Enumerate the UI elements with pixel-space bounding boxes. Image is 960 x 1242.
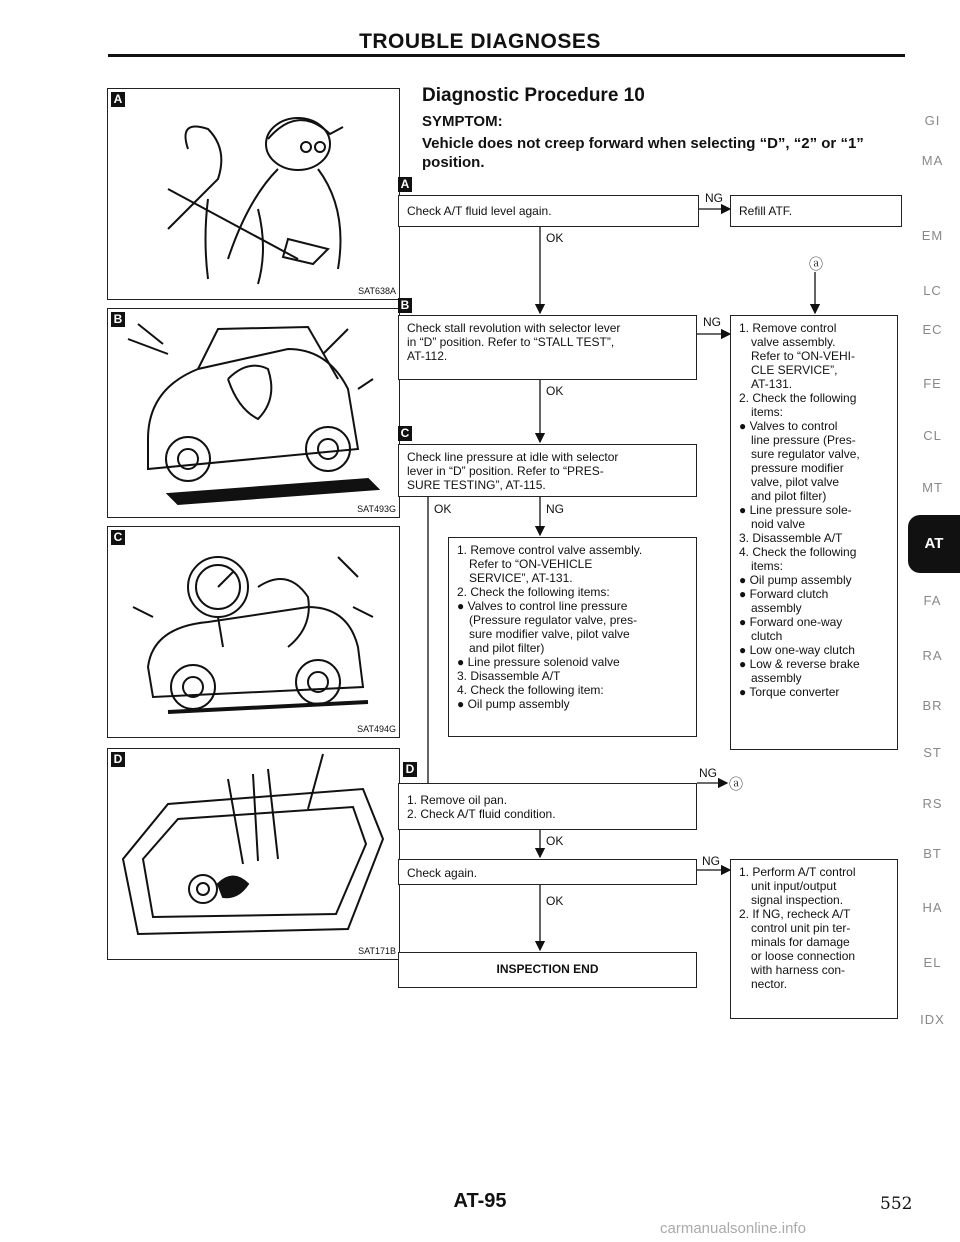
final-ng-line: 2. If NG, recheck A/T (739, 907, 851, 921)
stall-ng-line: 4. Check the following (739, 545, 857, 559)
check-again-box (398, 859, 697, 885)
check-again-text: Check again. (407, 866, 478, 880)
line-ng-line: SERVICE”, AT-131. (469, 571, 573, 585)
step-b-line: Check stall revolution with selector lever (407, 321, 621, 335)
stall-ng-line: clutch (751, 629, 783, 643)
connector-a-symbol: ⓐ (729, 776, 743, 792)
final-ng-line: 1. Perform A/T control (739, 865, 856, 879)
stall-ng-line: valve assembly. (751, 335, 836, 349)
ok-label: OK (434, 502, 452, 516)
side-tab-rs[interactable]: RS (922, 796, 943, 811)
panel-letter: D (111, 752, 125, 767)
ng-label: NG (705, 191, 723, 205)
symptom-label: SYMPTOM: (422, 113, 503, 130)
side-tab-lc[interactable]: LC (923, 283, 942, 298)
final-ng-line: with harness con- (751, 963, 846, 977)
line-ng-line: 4. Check the following item: (457, 683, 604, 697)
final-ng-line: nector. (751, 977, 788, 991)
panel-letter: B (111, 312, 125, 327)
final-ng-line: signal inspection. (751, 893, 844, 907)
step-b-box (398, 315, 697, 380)
page-title: TROUBLE DIAGNOSES (359, 30, 601, 53)
step-c-line: Check line pressure at idle with selector (407, 450, 619, 464)
stall-ng-line: ● Forward one-way (739, 615, 843, 629)
line-ng-line: ● Oil pump assembly (457, 697, 570, 711)
line-pressure-ng-box (448, 537, 697, 737)
line-ng-line: 1. Remove control valve assembly. (457, 543, 643, 557)
side-tab-cl[interactable]: CL (923, 428, 942, 443)
line-ng-line: (Pressure regulator valve, pres- (469, 613, 638, 627)
step-b-line: AT-112. (407, 349, 448, 363)
step-b-line: in “D” position. Refer to “STALL TEST”, (407, 335, 615, 349)
inspection-end-box (398, 952, 697, 988)
stall-ng-line: ● Low & reverse brake (739, 657, 860, 671)
ok-label: OK (546, 894, 564, 908)
panel-code: SAT638A (358, 286, 396, 296)
watermark-site: carmanualsonline.info (660, 1220, 806, 1237)
ng-label: NG (699, 766, 717, 780)
refill-atf-box (730, 195, 902, 227)
stall-ng-line: Refer to “ON-VEHI- (751, 349, 856, 363)
step-c-line: lever in “D” position. Refer to “PRES- (407, 464, 604, 478)
side-tab-ha[interactable]: HA (922, 900, 943, 915)
ok-label: OK (546, 231, 564, 245)
side-tab-at[interactable]: AT (908, 515, 960, 573)
side-tab-gi[interactable]: GI (924, 113, 941, 128)
panel-code: SAT493G (357, 504, 396, 514)
stall-ng-line: 2. Check the following (739, 391, 857, 405)
step-tag-c: C (398, 426, 412, 441)
ok-label: OK (546, 834, 564, 848)
line-ng-line: 3. Disassemble A/T (457, 669, 561, 683)
stall-ng-line: ● Valves to control (739, 419, 838, 433)
step-tag-a: A (398, 177, 412, 192)
ok-label: OK (546, 384, 564, 398)
control-unit-inspection-box (730, 859, 898, 1019)
side-tab-fe[interactable]: FE (923, 376, 942, 391)
stall-ng-line: ● Forward clutch (739, 587, 829, 601)
step-a-box (398, 195, 699, 227)
step-d-line: 1. Remove oil pan. (407, 793, 508, 807)
stall-ng-box (730, 315, 898, 750)
final-ng-line: control unit pin ter- (751, 921, 851, 935)
page-code: AT-95 (453, 1190, 507, 1212)
line-ng-line: Refer to “ON-VEHICLE (469, 557, 593, 571)
step-d-box (398, 783, 697, 830)
panel-code: SAT494G (357, 724, 396, 734)
procedure-title: Diagnostic Procedure 10 (422, 85, 645, 106)
side-tab-st[interactable]: ST (923, 745, 942, 760)
step-c-box (398, 444, 697, 497)
line-ng-line: 2. Check the following items: (457, 585, 610, 599)
side-tab-em[interactable]: EM (921, 228, 944, 243)
side-tab-mt[interactable]: MT (922, 480, 943, 495)
step-tag-d: D (403, 762, 417, 777)
page-number: 552 (880, 1194, 913, 1214)
line-ng-line: ● Line pressure solenoid valve (457, 655, 620, 669)
stall-ng-line: ● Oil pump assembly (739, 573, 852, 587)
side-tab-fa[interactable]: FA (923, 593, 942, 608)
side-tab-bt[interactable]: BT (923, 846, 942, 861)
inspection-end-text: INSPECTION END (496, 962, 599, 976)
stall-ng-line: 1. Remove control (739, 321, 837, 335)
stall-ng-line: CLE SERVICE”, (751, 363, 838, 377)
stall-ng-line: valve, pilot valve (751, 475, 840, 489)
panel-code: SAT171B (358, 946, 396, 956)
side-tab-ma[interactable]: MA (921, 153, 944, 168)
line-ng-line: and pilot filter) (469, 641, 545, 655)
step-c-line: SURE TESTING”, AT-115. (407, 478, 546, 492)
symptom-text: Vehicle does not creep forward when selecting “D”, “2” or “1” position. (422, 135, 864, 171)
line-ng-line: ● Valves to control line pressure (457, 599, 628, 613)
stall-ng-line: sure regulator valve, (751, 447, 860, 461)
stall-ng-line: line pressure (Pres- (751, 433, 856, 447)
panel-letter: A (111, 92, 125, 107)
side-tab-br[interactable]: BR (922, 698, 943, 713)
line-ng-line: sure modifier valve, pilot valve (469, 627, 630, 641)
stall-ng-line: items: (751, 405, 784, 419)
ng-label: NG (703, 315, 721, 329)
side-tab-ec[interactable]: EC (922, 322, 943, 337)
connector-a-symbol: ⓐ (809, 256, 823, 272)
stall-ng-line: assembly (751, 671, 802, 685)
stall-ng-line: pressure modifier (751, 461, 844, 475)
side-tab-ra[interactable]: RA (922, 648, 943, 663)
stall-ng-line: and pilot filter) (751, 489, 827, 503)
stall-ng-line: ● Low one-way clutch (739, 643, 855, 657)
stall-ng-line: noid valve (751, 517, 806, 531)
stall-ng-line: 3. Disassemble A/T (739, 531, 843, 545)
step-a-text: Check A/T fluid level again. (407, 204, 552, 218)
final-ng-line: or loose connection (751, 949, 856, 963)
stall-ng-line: ● Line pressure sole- (739, 503, 852, 517)
panel-letter: C (111, 530, 125, 545)
stall-ng-line: items: (751, 559, 784, 573)
stall-ng-line: assembly (751, 601, 802, 615)
side-tab-el[interactable]: EL (923, 955, 942, 970)
ng-label: NG (702, 854, 720, 868)
final-ng-line: minals for damage (751, 935, 850, 949)
stall-ng-line: ● Torque converter (739, 685, 840, 699)
ng-label: NG (546, 502, 564, 516)
stall-ng-line: AT-131. (751, 377, 793, 391)
step-d-line: 2. Check A/T fluid condition. (407, 807, 556, 821)
final-ng-line: unit input/output (751, 879, 837, 893)
refill-atf-text: Refill ATF. (739, 204, 793, 218)
step-tag-b: B (398, 298, 412, 313)
side-tab-idx[interactable]: IDX (920, 1012, 945, 1027)
